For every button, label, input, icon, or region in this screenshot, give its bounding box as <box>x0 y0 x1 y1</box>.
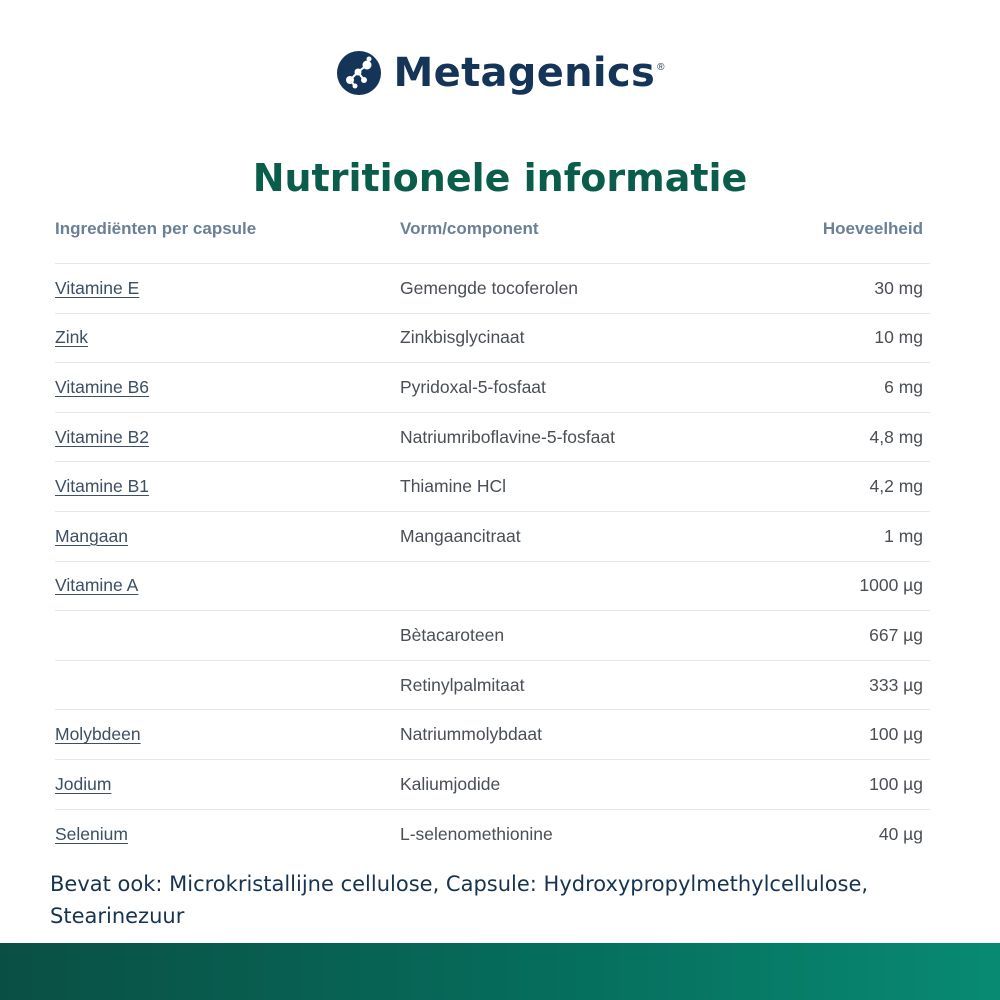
form-cell: L-selenomethionine <box>400 823 553 844</box>
table-row <box>55 462 930 512</box>
nutrition-table <box>55 205 930 859</box>
ingredient-link[interactable]: Vitamine B1 <box>55 476 150 497</box>
table-row <box>55 611 930 661</box>
form-cell: Thiamine HCl <box>400 476 506 497</box>
ingredient-link[interactable]: Zink <box>55 327 89 348</box>
table-row <box>55 760 930 810</box>
form-cell: Natriummolybdaat <box>400 724 542 745</box>
ingredient-link[interactable]: Selenium <box>55 823 128 844</box>
form-cell: Natriumriboflavine-5-fosfaat <box>400 426 615 447</box>
table-row <box>55 562 930 612</box>
ingredient-link[interactable]: Vitamine B2 <box>55 426 150 447</box>
amount-cell: 100 µg <box>869 724 923 745</box>
form-cell: Gemengde tocoferolen <box>400 277 579 298</box>
amount-cell: 30 mg <box>874 277 923 298</box>
brand-logo <box>0 50 1000 96</box>
header-form: Vorm/component <box>400 219 539 238</box>
amount-cell: 10 mg <box>874 327 923 348</box>
form-cell: Zinkbisglycinaat <box>400 327 525 348</box>
amount-cell: 100 µg <box>869 773 923 794</box>
page-title: Nutritionele informatie <box>252 156 748 200</box>
brand-name: Metagenics <box>393 50 656 96</box>
ingredient-link[interactable]: Vitamine A <box>55 575 139 596</box>
header-ingredient: Ingrediënten per capsule <box>55 219 257 238</box>
amount-cell: 667 µg <box>869 624 923 645</box>
table-row <box>55 810 930 860</box>
ingredient-link[interactable]: Vitamine E <box>55 277 140 298</box>
form-cell: Retinylpalmitaat <box>400 674 525 695</box>
amount-cell: 6 mg <box>884 376 923 397</box>
table-row <box>55 710 930 760</box>
form-cell: Mangaancitraat <box>400 525 521 546</box>
table-row <box>55 314 930 364</box>
table-row <box>55 363 930 413</box>
registered-mark: ® <box>657 62 665 73</box>
amount-cell: 4,8 mg <box>869 426 923 447</box>
amount-cell: 333 µg <box>869 674 923 695</box>
amount-cell: 1000 µg <box>859 575 923 596</box>
footer-band <box>0 943 1000 1000</box>
header-amount: Hoeveelheid <box>822 219 923 238</box>
table-row <box>55 512 930 562</box>
form-cell: Bètacaroteen <box>400 624 505 645</box>
table-row <box>55 661 930 711</box>
table-header <box>55 205 930 264</box>
table-row <box>55 413 930 463</box>
ingredient-link[interactable]: Jodium <box>55 773 112 794</box>
amount-cell: 1 mg <box>884 525 923 546</box>
form-cell: Kaliumjodide <box>400 773 501 794</box>
amount-cell: 4,2 mg <box>869 476 923 497</box>
form-cell: Pyridoxal-5-fosfaat <box>400 376 546 397</box>
molecule-circle-icon <box>336 50 382 96</box>
ingredient-link[interactable]: Molybdeen <box>55 724 141 745</box>
amount-cell: 40 µg <box>878 823 923 844</box>
ingredient-link[interactable]: Mangaan <box>55 525 128 546</box>
other-ingredients-text: Bevat ook: Microkristallijne cellulose, Capsule: Hydroxypropylmethylcellulose, Stearinezuur <box>50 872 869 928</box>
ingredient-link[interactable]: Vitamine B6 <box>55 376 150 397</box>
table-row <box>55 264 930 314</box>
